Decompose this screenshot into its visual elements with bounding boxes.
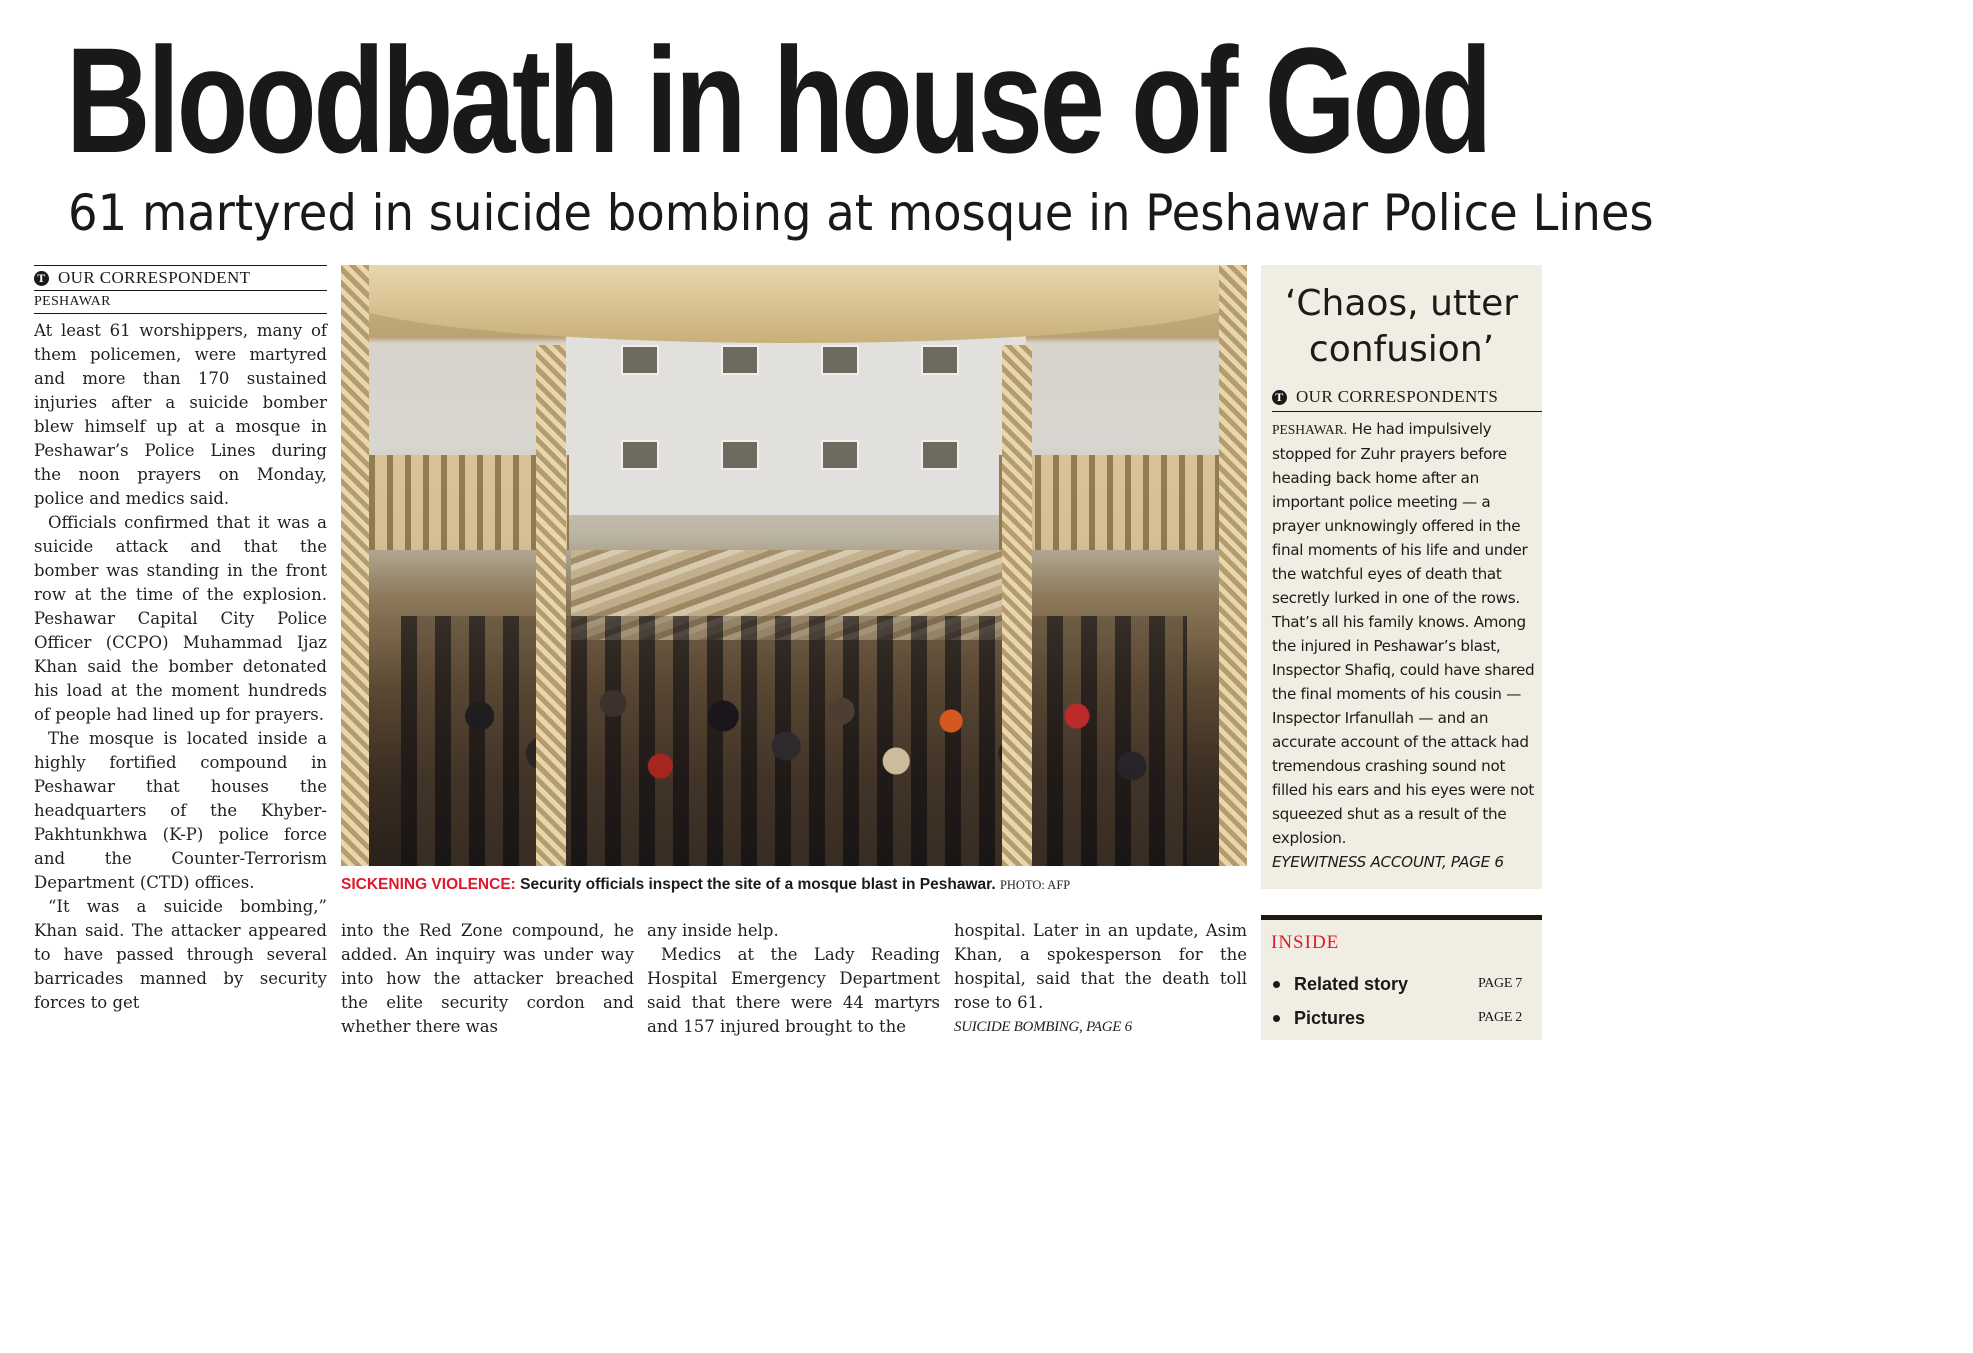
story-paragraph: Officials confirmed that it was a suicide attack and that the bomber was standing in the front row at the time of the explosion. Peshawar Capital City Police Officer (CCPO) Muhammad Ijaz Khan said the bomber detonated his load at the moment hundreds of people had lined up for prayers. <box>34 513 327 724</box>
jump-link-eyewitness-account[interactable]: EYEWITNESS ACCOUNT, PAGE 6 <box>1272 853 1504 871</box>
inside-item-pictures[interactable] <box>1271 1004 1533 1032</box>
inside-item-label: Related story <box>1294 973 1409 994</box>
sidebar-eyewitness-box <box>1261 265 1542 889</box>
inside-item-page: PAGE 7 <box>1478 976 1522 991</box>
caption-text: Security officials inspect the site of a mosque blast in Peshawar. <box>520 876 996 893</box>
photo-right-balcony <box>999 455 1219 550</box>
byline-bottom-rule <box>34 313 327 314</box>
main-story-column-3 <box>647 919 940 1039</box>
caption-kicker: SICKENING VIOLENCE: <box>341 876 516 893</box>
story-paragraph: Medics at the Lady Reading Hospital Emergency Department said that there were 44 martyrs and 157 injured brought to the <box>647 945 940 1036</box>
photo-window <box>821 440 859 470</box>
photo-left-pillar <box>341 265 369 866</box>
sidebar-title-line-2: confusion’ <box>1308 329 1495 370</box>
sidebar-paragraph <box>1272 417 1536 850</box>
tribune-logo-icon: T <box>34 271 49 286</box>
tribune-logo-icon: T <box>1272 390 1287 405</box>
photo-crowd <box>401 616 1187 866</box>
story-paragraph: “It was a suicide bombing,” Khan said. The attacker appeared to have passed through several barricades manned by security forces to get <box>34 897 327 1012</box>
main-story-column-4 <box>954 919 1247 1039</box>
main-story-byline <box>34 265 327 314</box>
sidebar-byline-name: OUR CORRESPONDENTS <box>1296 387 1499 406</box>
sidebar-title <box>1261 281 1542 373</box>
headline: Bloodbath in house of God <box>66 16 1490 184</box>
dateline: PESHAWAR <box>34 294 111 309</box>
story-paragraph: At least 61 worshippers, many of them policemen, were martyred and more than 170 sustained injuries after a suicide bomber blew himself up at a mosque in Peshawar’s Police Lines during the noon prayers on Monday, police and medics said. <box>34 321 327 508</box>
photo-window <box>721 440 759 470</box>
lead-photo <box>341 265 1247 866</box>
photo-window <box>721 345 759 375</box>
byline-name: OUR CORRESPONDENT <box>58 268 251 287</box>
photo-window <box>921 440 959 470</box>
inside-box <box>1261 915 1542 1040</box>
story-paragraph: hospital. Later in an update, Asim Khan, a spokesperson for the hospital, said that the death toll rose to 61. <box>954 921 1247 1012</box>
main-story-column-2 <box>341 919 634 1039</box>
story-paragraph: into the Red Zone compound, he added. An inquiry was under way into how the attacker breached the elite security cordon and whether there was <box>341 921 634 1036</box>
sidebar-title-line-1: ‘Chaos, utter <box>1284 283 1519 324</box>
photo-inner-right-pillar <box>1002 345 1032 866</box>
photo-window <box>621 345 659 375</box>
photo-window <box>921 345 959 375</box>
photo-window <box>621 440 659 470</box>
bullet-icon <box>1273 981 1280 988</box>
inside-item-page: PAGE 2 <box>1478 1010 1522 1025</box>
sidebar-body <box>1272 417 1536 874</box>
sidebar-byline <box>1272 385 1542 412</box>
sidebar-dateline: PESHAWAR. <box>1272 422 1348 437</box>
bullet-icon <box>1273 1015 1280 1022</box>
main-story-column-1 <box>34 319 327 1015</box>
sidebar-byline-rule <box>1272 411 1542 412</box>
photo-credit: PHOTO: AFP <box>999 878 1071 892</box>
story-paragraph: any inside help. <box>647 921 779 940</box>
jump-link-suicide-bombing[interactable]: SUICIDE BOMBING, PAGE 6 <box>954 1019 1132 1035</box>
inside-item-related-story[interactable] <box>1271 970 1533 998</box>
subheadline: 61 martyred in suicide bombing at mosque in Peshawar Police Lines <box>68 184 1654 242</box>
photo-window <box>821 345 859 375</box>
photo-ceiling-arch <box>341 265 1247 343</box>
photo-caption <box>341 875 1247 895</box>
sidebar-text: He had impulsively stopped for Zuhr prayers before heading back home after an important police meeting — a prayer unknowingly offered in the final moments of his life and under the watchful eyes of death that secretly lurked in one of the rows. That’s all his family knows. Among the injured in Peshawar’s blast, Inspector Shafiq, could have shared the final moments of his cousin — Inspector Irfanullah — and an accurate account of the attack had tremendous crashing sound not filled his ears and his eyes were not squeezed shut as a result of the explosion. <box>1272 420 1535 847</box>
story-paragraph: The mosque is located inside a highly fortified compound in Peshawar that houses the headquarters of the Khyber-Pakhtunkhwa (K-P) police force and the Counter-Terrorism Department (CTD) offices. <box>34 729 327 892</box>
photo-right-pillar <box>1219 265 1247 866</box>
inside-title: INSIDE <box>1271 932 1340 953</box>
photo-inner-left-pillar <box>536 345 566 866</box>
inside-item-label: Pictures <box>1294 1007 1366 1028</box>
